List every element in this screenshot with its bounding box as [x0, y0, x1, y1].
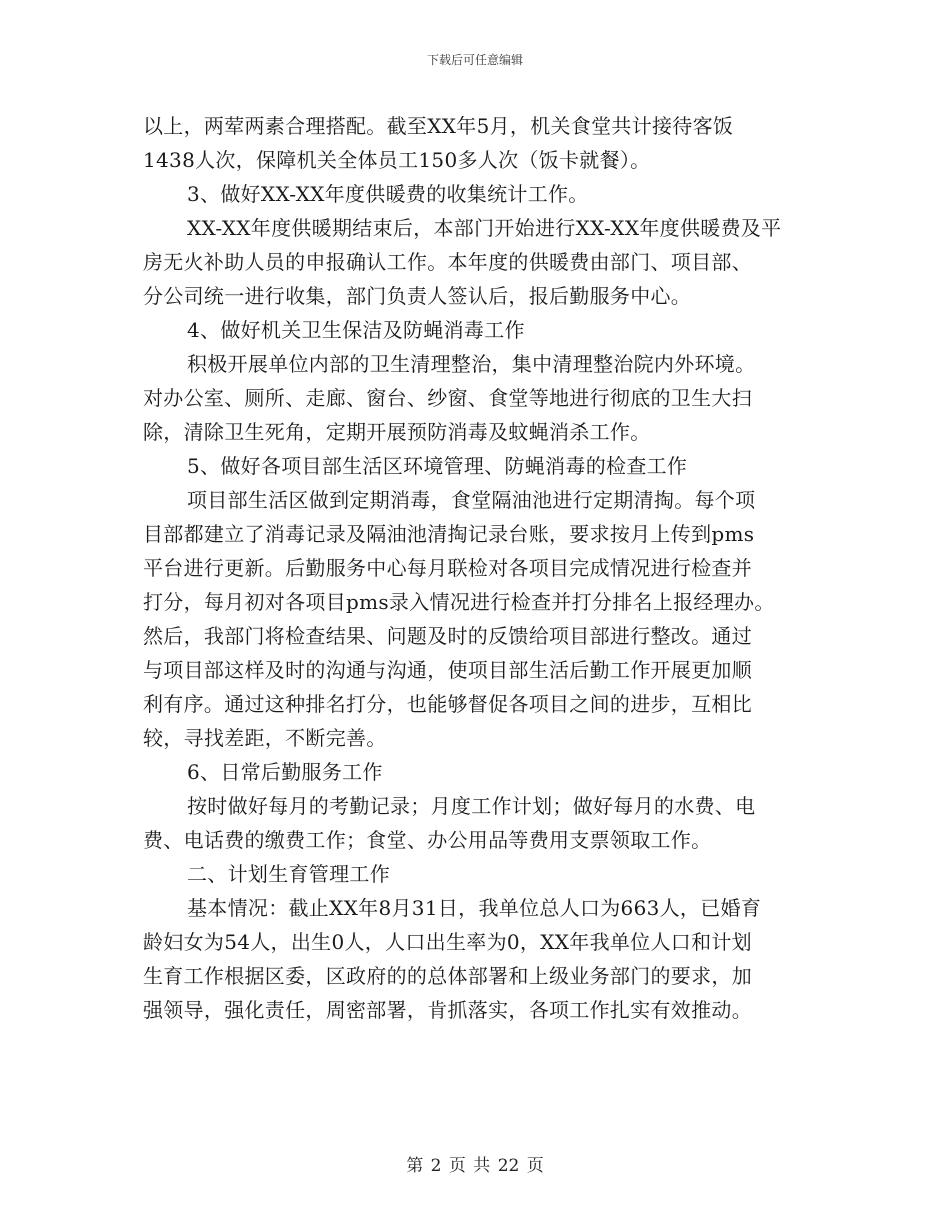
text-line: 平台进行更新。后勤服务中心每月联检对各项目完成情况进行检查并: [143, 556, 752, 580]
text-line: 基本情况：截止XX年8月31日，我单位总人口为663人，已婚育: [187, 896, 762, 920]
text-line: 除，清除卫生死角，定期开展预防消毒及蚊蝇消杀工作。: [143, 420, 651, 444]
text-line: 积极开展单位内部的卫生清理整治，集中清理整治院内外环境。: [187, 352, 756, 376]
text-line: 3、做好XX-XX年度供暖费的收集统计工作。: [187, 182, 589, 206]
text-line: 与项目部这样及时的沟通与沟通，使项目部生活后勤工作开展更加顺: [143, 658, 752, 682]
text-line: 较，寻找差距，不断完善。: [143, 726, 387, 750]
page-footer: 第 2 页 共 22 页: [406, 1156, 544, 1176]
document-body: [143, 109, 813, 1027]
text-line: 房无火补助人员的申报确认工作。本年度的供暖费由部门、项目部、: [143, 250, 752, 274]
text-line: 4、做好机关卫生保洁及防蝇消毒工作: [187, 318, 525, 342]
text-line: 1438人次，保障机关全体员工150多人次（饭卡就餐）。: [143, 148, 651, 172]
text-line: 费、电话费的缴费工作；食堂、办公用品等费用支票领取工作。: [143, 828, 712, 852]
page-header: 下载后可任意编辑: [426, 53, 523, 67]
text-line: 以上，两荤两素合理搭配。截至XX年5月，机关食堂共计接待客饭: [143, 114, 734, 138]
text-line: 然后，我部门将检查结果、问题及时的反馈给项目部进行整改。通过: [143, 624, 752, 648]
text-line: 分公司统一进行收集，部门负责人签认后，报后勤服务中心。: [143, 284, 692, 308]
text-line: 目部都建立了消毒记录及隔油池清掏记录台账，要求按月上传到pms: [143, 522, 755, 546]
text-line: 二、计划生育管理工作: [187, 862, 390, 886]
text-line: 按时做好每月的考勤记录；月度工作计划；做好每月的水费、电: [187, 794, 756, 818]
text-line: 项目部生活区做到定期消毒，食堂隔油池进行定期清掏。每个项: [187, 488, 756, 512]
text-line: 利有序。通过这种排名打分，也能够督促各项目之间的进步，互相比: [143, 692, 752, 716]
text-line: XX-XX年度供暖期结束后，本部门开始进行XX-XX年度供暖费及平: [187, 216, 782, 240]
text-line: 5、做好各项目部生活区环境管理、防蝇消毒的检查工作: [187, 454, 688, 478]
text-line: 打分，每月初对各项目pms录入情况进行检查并打分排名上报经理办。: [143, 590, 775, 614]
text-line: 龄妇女为54人，出生0人，人口出生率为0，XX年我单位人口和计划: [143, 930, 752, 954]
text-line: 强领导，强化责任，周密部署，肯抓落实，各项工作扎实有效推动。: [143, 998, 752, 1022]
text-line: 6、日常后勤服务工作: [187, 760, 383, 784]
text-line: 生育工作根据区委，区政府的的总体部署和上级业务部门的要求，加: [143, 964, 752, 988]
text-line: 对办公室、厕所、走廊、窗台、纱窗、食堂等地进行彻底的卫生大扫: [143, 386, 752, 410]
